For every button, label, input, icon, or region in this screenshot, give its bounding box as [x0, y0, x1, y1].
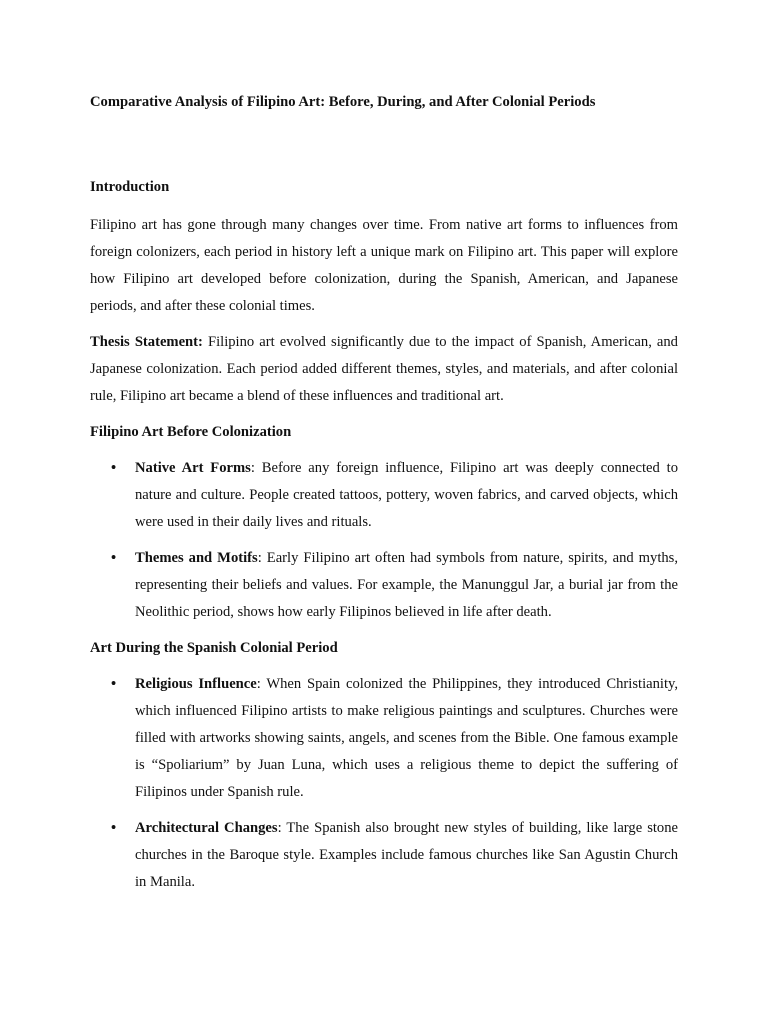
bullet-icon: • [111, 460, 117, 476]
document-body [90, 92, 678, 905]
document-title: Comparative Analysis of Filipino Art: Before, During, and After Colonial Periods [90, 94, 596, 110]
bullet-list-before-colonization [90, 455, 678, 626]
list-item-term: Religious Influence [135, 676, 257, 692]
list-item-term: Themes and Motifs [135, 550, 258, 566]
list-item-text: : Before any foreign influence, Filipino art was deeply connected to nature and culture. People created tattoos, pottery, woven fabrics, and carved objects, which were used in their daily lives and rituals. [135, 460, 678, 530]
list-item-text: : The Spanish also brought new styles of building, like large stone churches in the Baroque style. Examples include famous churches like San Agustin Church in Manila. [135, 820, 678, 890]
thesis-text: Filipino art evolved significantly due to the impact of Spanish, American, and Japanese colonization. Each period added different themes, styles, and materials, and after colonial rule, Filipino art became a blend of these influences and traditional art. [90, 334, 678, 404]
bullet-list-spanish-period [90, 671, 678, 896]
bullet-icon: • [111, 820, 117, 836]
thesis-paragraph [90, 329, 678, 410]
list-item-text: : When Spain colonized the Philippines, they introduced Christianity, which influenced Filipino artists to make religious paintings and sculptures. Churches were filled with artworks showing saints, angels, and scenes from the Bible. One famous example is “Spoliarium” by Juan Luna, which uses a religious theme to depict the suffering of Filipinos under Spanish rule. [135, 676, 679, 800]
list-item [90, 455, 678, 536]
list-item [90, 545, 678, 626]
list-item [90, 815, 678, 896]
section-heading-before-colonization: Filipino Art Before Colonization [90, 424, 292, 440]
list-item [90, 671, 678, 806]
list-item-term: Architectural Changes [135, 820, 278, 836]
bullet-icon: • [111, 550, 117, 566]
list-item-term: Native Art Forms [135, 460, 251, 476]
introduction-paragraph: Filipino art has gone through many changes over time. From native art forms to influences from foreign colonizers, each period in history left a unique mark on Filipino art. This paper will explore how Filipino art developed before colonization, during the Spanish, American, and Japanese periods, and after these colonial times. [90, 217, 678, 314]
bullet-icon: • [111, 676, 117, 692]
section-heading-introduction: Introduction [90, 179, 170, 195]
section-heading-spanish-period: Art During the Spanish Colonial Period [90, 640, 338, 656]
list-item-text: : Early Filipino art often had symbols from nature, spirits, and myths, representing their beliefs and values. For example, the Manunggul Jar, a burial jar from the Neolithic period, shows how early Filipinos believed in life after death. [135, 550, 678, 620]
thesis-label: Thesis Statement: [90, 334, 203, 350]
